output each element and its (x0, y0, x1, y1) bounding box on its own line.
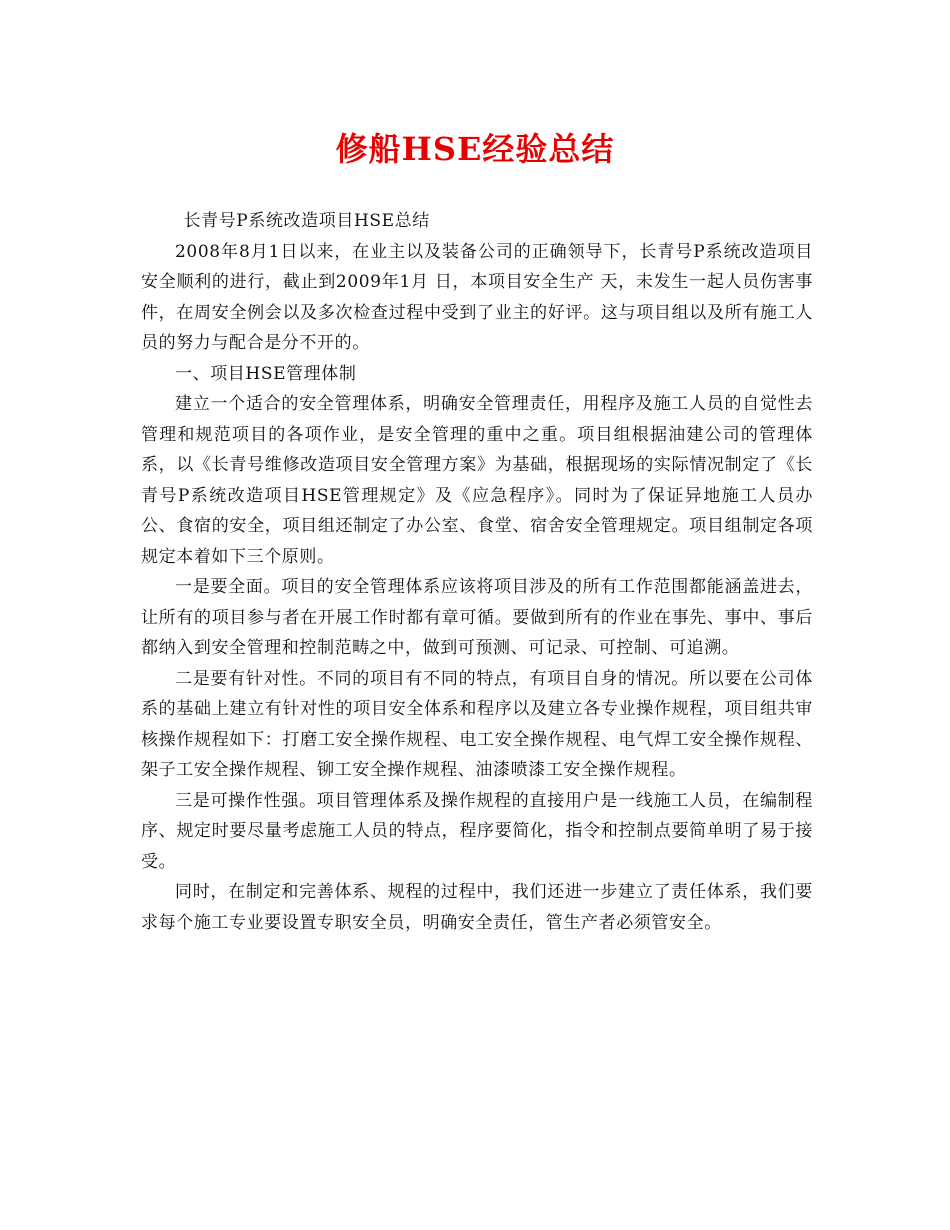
section-heading-hse-system: 一、项目HSE管理体制 (175, 363, 357, 384)
project-subtitle: 长青号P系统改造项目HSE总结 (183, 211, 430, 231)
intro-paragraph: 2008年8月1日以来，在业主以及装备公司的正确领导下，长青号P系统改造项目安全顺利的进行，截止到2009年1月 日，本项目安全生产 天，未发生一起人员伤害事件，在周安全例会以及多次检查过程中受到了业主的好评。这与项目组以及所有施工人员的努力与配合是分不开的。 (141, 241, 813, 353)
document-body (141, 206, 813, 938)
document-title: 修船HSE经验总结 (335, 130, 615, 168)
principle-two-paragraph: 二是要有针对性。不同的项目有不同的特点，有项目自身的情况。所以要在公司体系的基础上建立有针对性的项目安全体系和程序以及建立各专业操作规程，项目组共审核操作规程如下：打磨工安全操作规程、电工安全操作规程、电气焊工安全操作规程、架子工安全操作规程、铆工安全操作规程、油漆喷漆工安全操作规程。 (141, 668, 813, 780)
principle-one-paragraph: 一是要全面。项目的安全管理体系应该将项目涉及的所有工作范围都能涵盖进去，让所有的项目参与者在开展工作时都有章可循。要做到所有的作业在事先、事中、事后都纳入到安全管理和控制范畴之中，做到可预测、可记录、可控制、可追溯。 (141, 577, 813, 658)
principle-three-paragraph: 三是可操作性强。项目管理体系及操作规程的直接用户是一线施工人员，在编制程序、规定时要尽量考虑施工人员的特点，程序要简化，指令和控制点要简单明了易于接受。 (141, 790, 813, 872)
system-paragraph: 建立一个适合的安全管理体系，明确安全管理责任，用程序及施工人员的自觉性去管理和规范项目的各项作业，是安全管理的重中之重。项目组根据油建公司的管理体系，以《长青号维修改造项目安全管理方案》为基础，根据现场的实际情况制定了《长青号P系统改造项目HSE管理规定》及《应急程序》。同时为了保证异地施工人员办公、食宿的安全，项目组还制定了办公室、食堂、宿舍安全管理规定。项目组制定各项规定本着如下三个原则。 (141, 394, 813, 567)
responsibility-paragraph: 同时，在制定和完善体系、规程的过程中，我们还进一步建立了责任体系，我们要求每个施工专业要设置专职安全员，明确安全责任，管生产者必须管安全。 (141, 882, 813, 933)
